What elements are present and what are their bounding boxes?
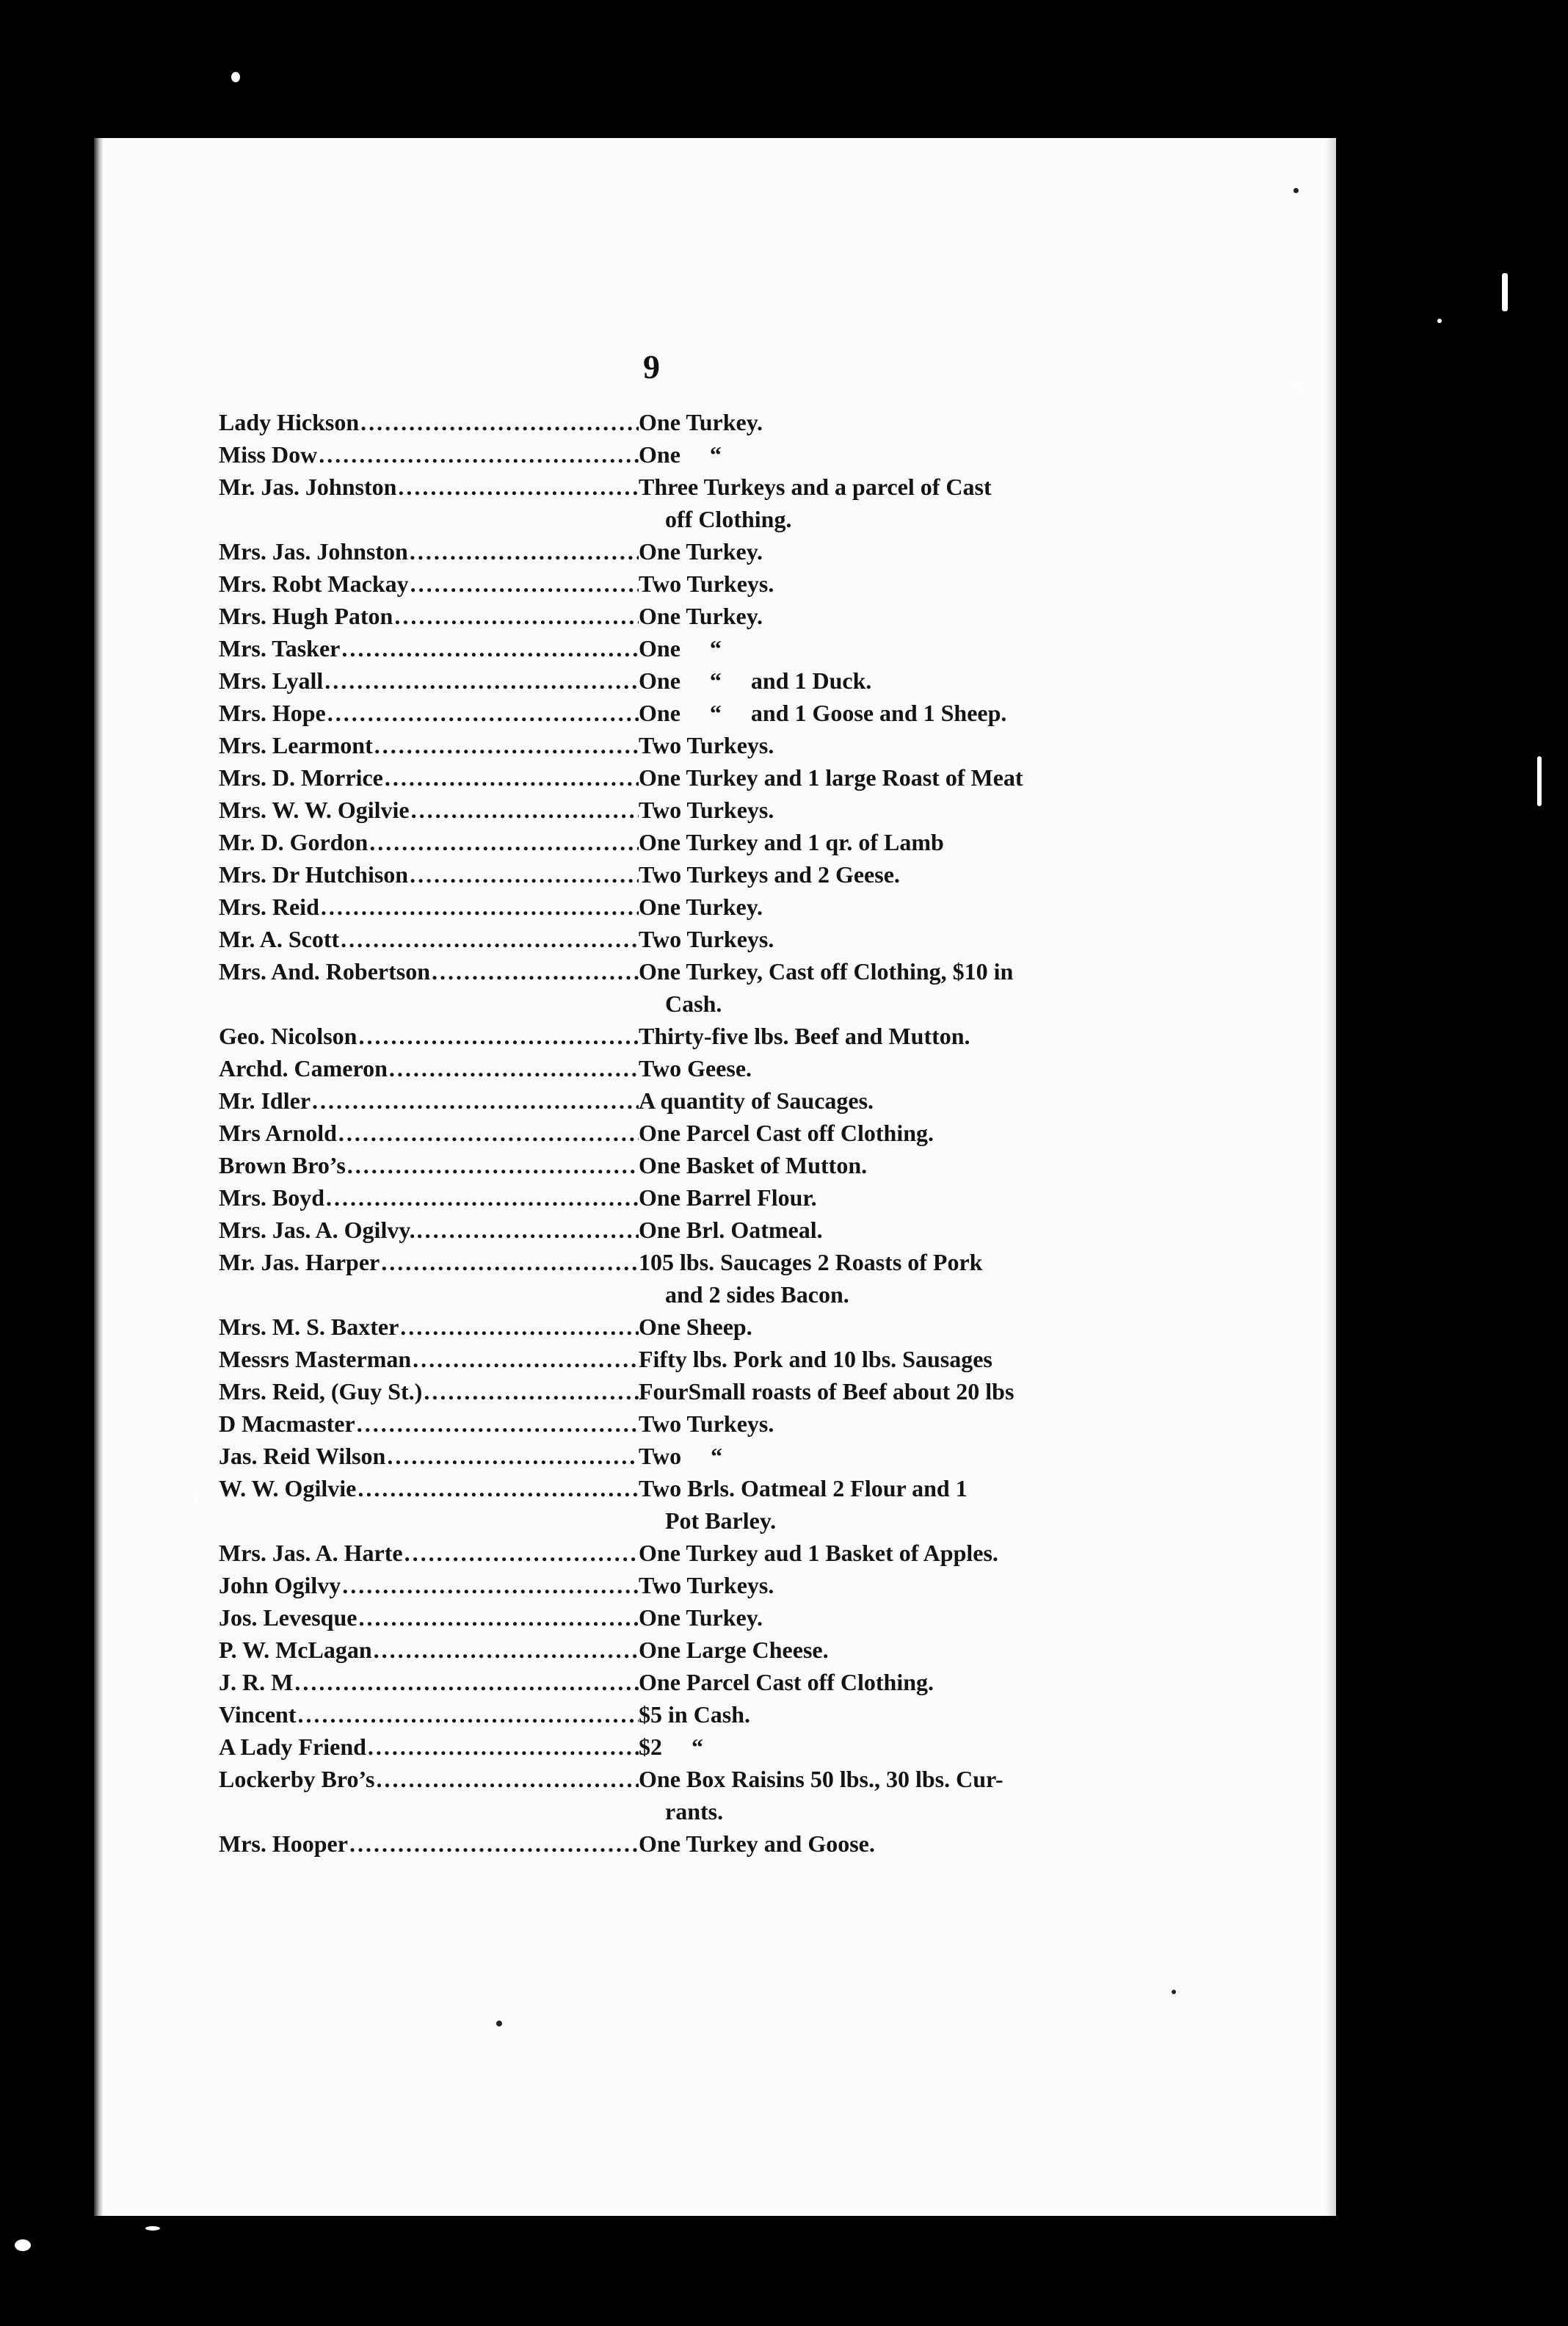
donation-entry [219,406,1173,438]
gift-description [639,1634,1173,1666]
gift-continuation-line: Pot Barley. [665,1507,777,1534]
gift-description [639,568,1173,600]
donor-name: Mrs Arnold [219,1120,337,1146]
gift-continuation-line: rants. [665,1798,724,1825]
gift-line: One “ [639,635,722,662]
gift-line: One Basket of Mutton. [639,1152,868,1178]
gift-line: One “ and 1 Goose and 1 Sheep. [639,700,1007,726]
donation-entry [219,1634,1173,1666]
donor-name: Mrs. M. S. Baxter [219,1314,399,1340]
gift-line: One Turkey. [639,894,763,920]
donor-name: Mrs. Dr Hutchison [219,861,409,888]
gift-description [639,1407,1173,1440]
dot-leader [360,406,639,438]
donor-name: Mrs. Lyall [219,667,324,694]
donation-entry [219,1311,1173,1343]
paper-speck [1293,188,1299,193]
donor-name: Mrs. Jas. A. Harte [219,1540,403,1566]
donor-cell [219,761,639,794]
donor-cell [219,1472,639,1537]
donation-entry [219,858,1173,891]
gift-line: Fifty lbs. Pork and 10 lbs. Sausages [639,1346,992,1372]
donation-entry [219,1375,1173,1407]
donation-entry [219,1214,1173,1246]
gift-description [639,1537,1173,1569]
gift-description [639,1375,1173,1407]
donation-entry [219,1827,1173,1860]
donation-entry [219,1440,1173,1472]
gift-description [639,891,1173,923]
donor-name: Mrs. Hugh Paton [219,603,393,629]
donor-cell [219,1149,639,1181]
gift-description [639,1084,1173,1117]
gift-description [639,729,1173,761]
donor-name: Jas. Reid Wilson [219,1443,386,1469]
gift-line: Two Turkeys. [639,1410,774,1437]
dot-leader [369,826,639,858]
gift-line: Three Turkeys and a parcel of Cast [639,474,992,500]
donation-entry [219,891,1173,923]
dot-leader [432,955,639,1020]
donor-name: Mrs. D. Morrice [219,764,383,791]
dot-leader [349,1827,639,1860]
donor-name: Mrs. Boyd [219,1184,324,1211]
gift-line: Two Turkeys. [639,570,774,597]
gift-description [639,1440,1173,1472]
donor-cell [219,1246,639,1311]
donor-cell [219,858,639,891]
gift-line: One Box Raisins 50 lbs., 30 lbs. Cur- [639,1766,1003,1792]
gift-description [639,406,1173,438]
donor-cell [219,1181,639,1214]
donor-cell [219,697,639,729]
donation-entry [219,600,1173,632]
donation-entry [219,535,1173,568]
dot-leader [411,794,639,826]
dot-leader [368,1731,639,1763]
donor-name: Mrs. W. W. Ogilvie [219,797,410,823]
dot-leader [357,1472,639,1537]
donation-entry [219,826,1173,858]
dot-leader [398,471,639,535]
gift-line: One Parcel Cast off Clothing. [639,1669,934,1695]
donor-cell [219,1311,639,1343]
gift-description [639,1149,1173,1181]
donor-name: Mrs. Hooper [219,1830,348,1857]
donation-entry [219,761,1173,794]
dot-leader [381,1246,639,1311]
gift-description [639,471,1173,535]
gift-line: Two “ [639,1443,723,1469]
donor-name: D Macmaster [219,1410,355,1437]
donor-name: Messrs Masterman [219,1346,412,1372]
donor-cell [219,568,639,600]
donor-cell [219,1343,639,1375]
scan-speck [1537,756,1542,806]
donor-name: Geo. Nicolson [219,1023,357,1049]
donation-entry [219,1084,1173,1117]
dot-leader [327,697,639,729]
donor-name: Mrs. Hope [219,700,326,726]
donor-name: Archd. Cameron [219,1055,388,1082]
gift-description [639,664,1173,697]
dot-leader [326,1181,639,1214]
dot-leader [297,1698,639,1731]
donation-entry [219,1537,1173,1569]
gift-description [639,794,1173,826]
donor-name: Mr. A. Scott [219,926,340,952]
gift-description [639,1214,1173,1246]
gift-description [639,1666,1173,1698]
donor-name: Brown Bro’s [219,1152,346,1178]
gift-description [639,1601,1173,1634]
gift-line: One “ and 1 Duck. [639,667,872,694]
gift-line: Two Geese. [639,1055,752,1082]
scan-speck [231,72,240,82]
dot-leader [404,1537,639,1569]
gift-line: One Turkey. [639,1604,763,1631]
donor-name: P. W. McLagan [219,1637,372,1663]
donor-name: Mr. D. Gordon [219,829,369,855]
donor-cell [219,535,639,568]
dot-leader [394,600,639,632]
donation-entry [219,1666,1173,1698]
dot-leader [374,729,639,761]
gift-description [639,1731,1173,1763]
dot-leader [341,923,639,955]
donation-entry [219,955,1173,1020]
dot-leader [341,632,639,664]
gift-description [639,1246,1173,1311]
donor-cell [219,1407,639,1440]
donor-name: Miss Dow [219,441,318,468]
donor-cell [219,1084,639,1117]
gift-line: One Turkey. [639,538,763,565]
gift-description [639,1698,1173,1731]
donor-cell [219,438,639,471]
gift-description [639,1117,1173,1149]
gift-line: One “ [639,441,722,468]
gift-description [639,632,1173,664]
donation-entry [219,1472,1173,1537]
paper-speck [1172,1990,1176,1994]
gift-continuation-line: Cash. [665,990,722,1017]
gift-line: One Turkey, Cast off Clothing, $10 in [639,958,1014,985]
gift-description [639,1472,1173,1537]
donor-name: Mrs. And. Robertson [219,958,431,985]
donation-entry [219,438,1173,471]
gift-line: One Turkey and Goose. [639,1830,875,1857]
dot-leader [413,1343,639,1375]
dot-leader [358,1601,639,1634]
gift-description [639,438,1173,471]
donor-cell [219,891,639,923]
donation-entry [219,1117,1173,1149]
donor-cell [219,1731,639,1763]
donor-cell [219,664,639,697]
gift-line: FourSmall roasts of Beef about 20 lbs [639,1378,1015,1405]
donor-cell [219,923,639,955]
gift-line: $5 in Cash. [639,1701,751,1728]
dot-leader [324,664,639,697]
donor-name: Mrs. Learmont [219,732,373,758]
donor-name: Lady Hickson [219,409,360,435]
donor-cell [219,1214,639,1246]
donor-name: J. R. M [219,1669,294,1695]
gift-line: Two Turkeys and 2 Geese. [639,861,900,888]
gift-continuation-line: off Clothing. [665,506,792,532]
scan-speck [1502,273,1508,311]
gift-line: One Turkey aud 1 Basket of Apples. [639,1540,998,1566]
gift-line: One Barrel Flour. [639,1184,817,1211]
donor-name: Mr. Jas. Harper [219,1249,380,1275]
donor-cell [219,1020,639,1052]
gift-description [639,761,1173,794]
donor-name: A Lady Friend [219,1733,366,1760]
dot-leader [321,891,639,923]
donor-name: Mrs. Jas. Johnston [219,538,408,565]
donor-name: Mrs. Tasker [219,635,341,662]
gift-line: One Turkey. [639,603,763,629]
paper-speck [496,2021,502,2026]
scan-speck [194,1495,198,1505]
donor-name: Mrs. Reid, (Guy St.) [219,1378,423,1405]
donor-name: Mrs. Robt Mackay [219,570,409,597]
gift-description [639,697,1173,729]
dot-leader [385,761,639,794]
donor-name: Lockerby Bro’s [219,1766,375,1792]
gift-description [639,1827,1173,1860]
donor-name: Mrs. Jas. A. Ogilvy. [219,1217,415,1243]
donor-name: W. W. Ogilvie [219,1475,357,1501]
scan-speck [15,2239,31,2251]
donation-entry [219,1052,1173,1084]
gift-description [639,1569,1173,1601]
donor-cell [219,826,639,858]
donor-cell [219,1440,639,1472]
donation-entry [219,1343,1173,1375]
donor-name: Mr. Jas. Johnston [219,474,397,500]
donor-cell [219,406,639,438]
gift-description [639,1052,1173,1084]
gift-line: Two Turkeys. [639,732,774,758]
dot-leader [389,1052,639,1084]
donor-cell [219,1666,639,1698]
donor-cell [219,794,639,826]
donation-entry [219,729,1173,761]
gift-continuation-line: and 2 sides Bacon. [665,1281,849,1308]
donation-entry [219,697,1173,729]
donation-entry [219,568,1173,600]
donation-entry [219,1149,1173,1181]
donor-cell [219,632,639,664]
gift-line: One Turkey and 1 large Roast of Meat [639,764,1023,791]
donor-cell [219,1569,639,1601]
donor-cell [219,600,639,632]
dot-leader [376,1763,639,1827]
dot-leader [294,1666,639,1698]
gift-line: One Sheep. [639,1314,752,1340]
scan-speck [1437,319,1442,323]
dot-leader [410,568,639,600]
dot-leader [410,858,639,891]
gift-description [639,535,1173,568]
dot-leader [387,1440,639,1472]
donor-cell [219,729,639,761]
gift-line: One Turkey. [639,409,763,435]
gift-description [639,1181,1173,1214]
donor-cell [219,1537,639,1569]
gift-line: A quantity of Saucages. [639,1087,874,1114]
gift-line: One Turkey and 1 qr. of Lamb [639,829,944,855]
dot-leader [417,1214,639,1246]
donation-entry [219,471,1173,535]
donor-cell [219,1375,639,1407]
donor-cell [219,1698,639,1731]
page-spine-shadow [94,138,103,2216]
donor-cell [219,1827,639,1860]
donor-name: Mr. Idler [219,1087,311,1114]
gift-line: One Parcel Cast off Clothing. [639,1120,934,1146]
donation-entry [219,632,1173,664]
gift-description [639,858,1173,891]
dot-leader [410,535,639,568]
dot-leader [400,1311,639,1343]
gift-line: Two Turkeys. [639,926,774,952]
donor-cell [219,1763,639,1827]
donor-name: Jos. Levesque [219,1604,357,1631]
gift-description [639,1343,1173,1375]
donation-entry [219,1698,1173,1731]
page-number: 9 [643,348,660,385]
gift-line: Two Turkeys. [639,797,774,823]
donor-cell [219,471,639,535]
scan-speck [1296,383,1302,389]
scan-speck [145,2226,160,2231]
dot-leader [347,1149,639,1181]
donor-cell [219,1117,639,1149]
gift-line: $2 “ [639,1733,703,1760]
gift-line: One Large Cheese. [639,1637,829,1663]
gift-line: Two Brls. Oatmeal 2 Flour and 1 [639,1475,968,1501]
gift-line: One Brl. Oatmeal. [639,1217,823,1243]
dot-leader [357,1407,639,1440]
donor-name: Mrs. Reid [219,894,319,920]
donation-entry [219,1601,1173,1634]
donation-entry [219,1181,1173,1214]
donation-list [219,406,1173,1860]
gift-line: Two Turkeys. [639,1572,774,1598]
donation-entry [219,1020,1173,1052]
gift-description [639,955,1173,1020]
gift-description [639,826,1173,858]
dot-leader [319,438,639,471]
donation-entry [219,1763,1173,1827]
donation-entry [219,1731,1173,1763]
donation-entry [219,923,1173,955]
dot-leader [338,1117,639,1149]
gift-line: Thirty-five lbs. Beef and Mutton. [639,1023,970,1049]
dot-leader [374,1634,639,1666]
donor-cell [219,1052,639,1084]
dot-leader [424,1375,639,1407]
donation-entry [219,664,1173,697]
gift-description [639,600,1173,632]
donor-name: Vincent [219,1701,297,1728]
gift-line: 105 lbs. Saucages 2 Roasts of Pork [639,1249,983,1275]
donation-entry [219,1246,1173,1311]
donation-entry [219,1407,1173,1440]
gift-description [639,1763,1173,1827]
dot-leader [342,1569,639,1601]
gift-description [639,1311,1173,1343]
donation-entry [219,794,1173,826]
dot-leader [312,1084,639,1117]
document-page [94,138,1336,2216]
donor-name: John Ogilvy [219,1572,341,1598]
donor-cell [219,1634,639,1666]
donation-entry [219,1569,1173,1601]
dot-leader [358,1020,639,1052]
gift-description [639,923,1173,955]
donor-cell [219,955,639,1020]
donor-cell [219,1601,639,1634]
page-edge-shadow [1326,138,1336,2216]
gift-description [639,1020,1173,1052]
